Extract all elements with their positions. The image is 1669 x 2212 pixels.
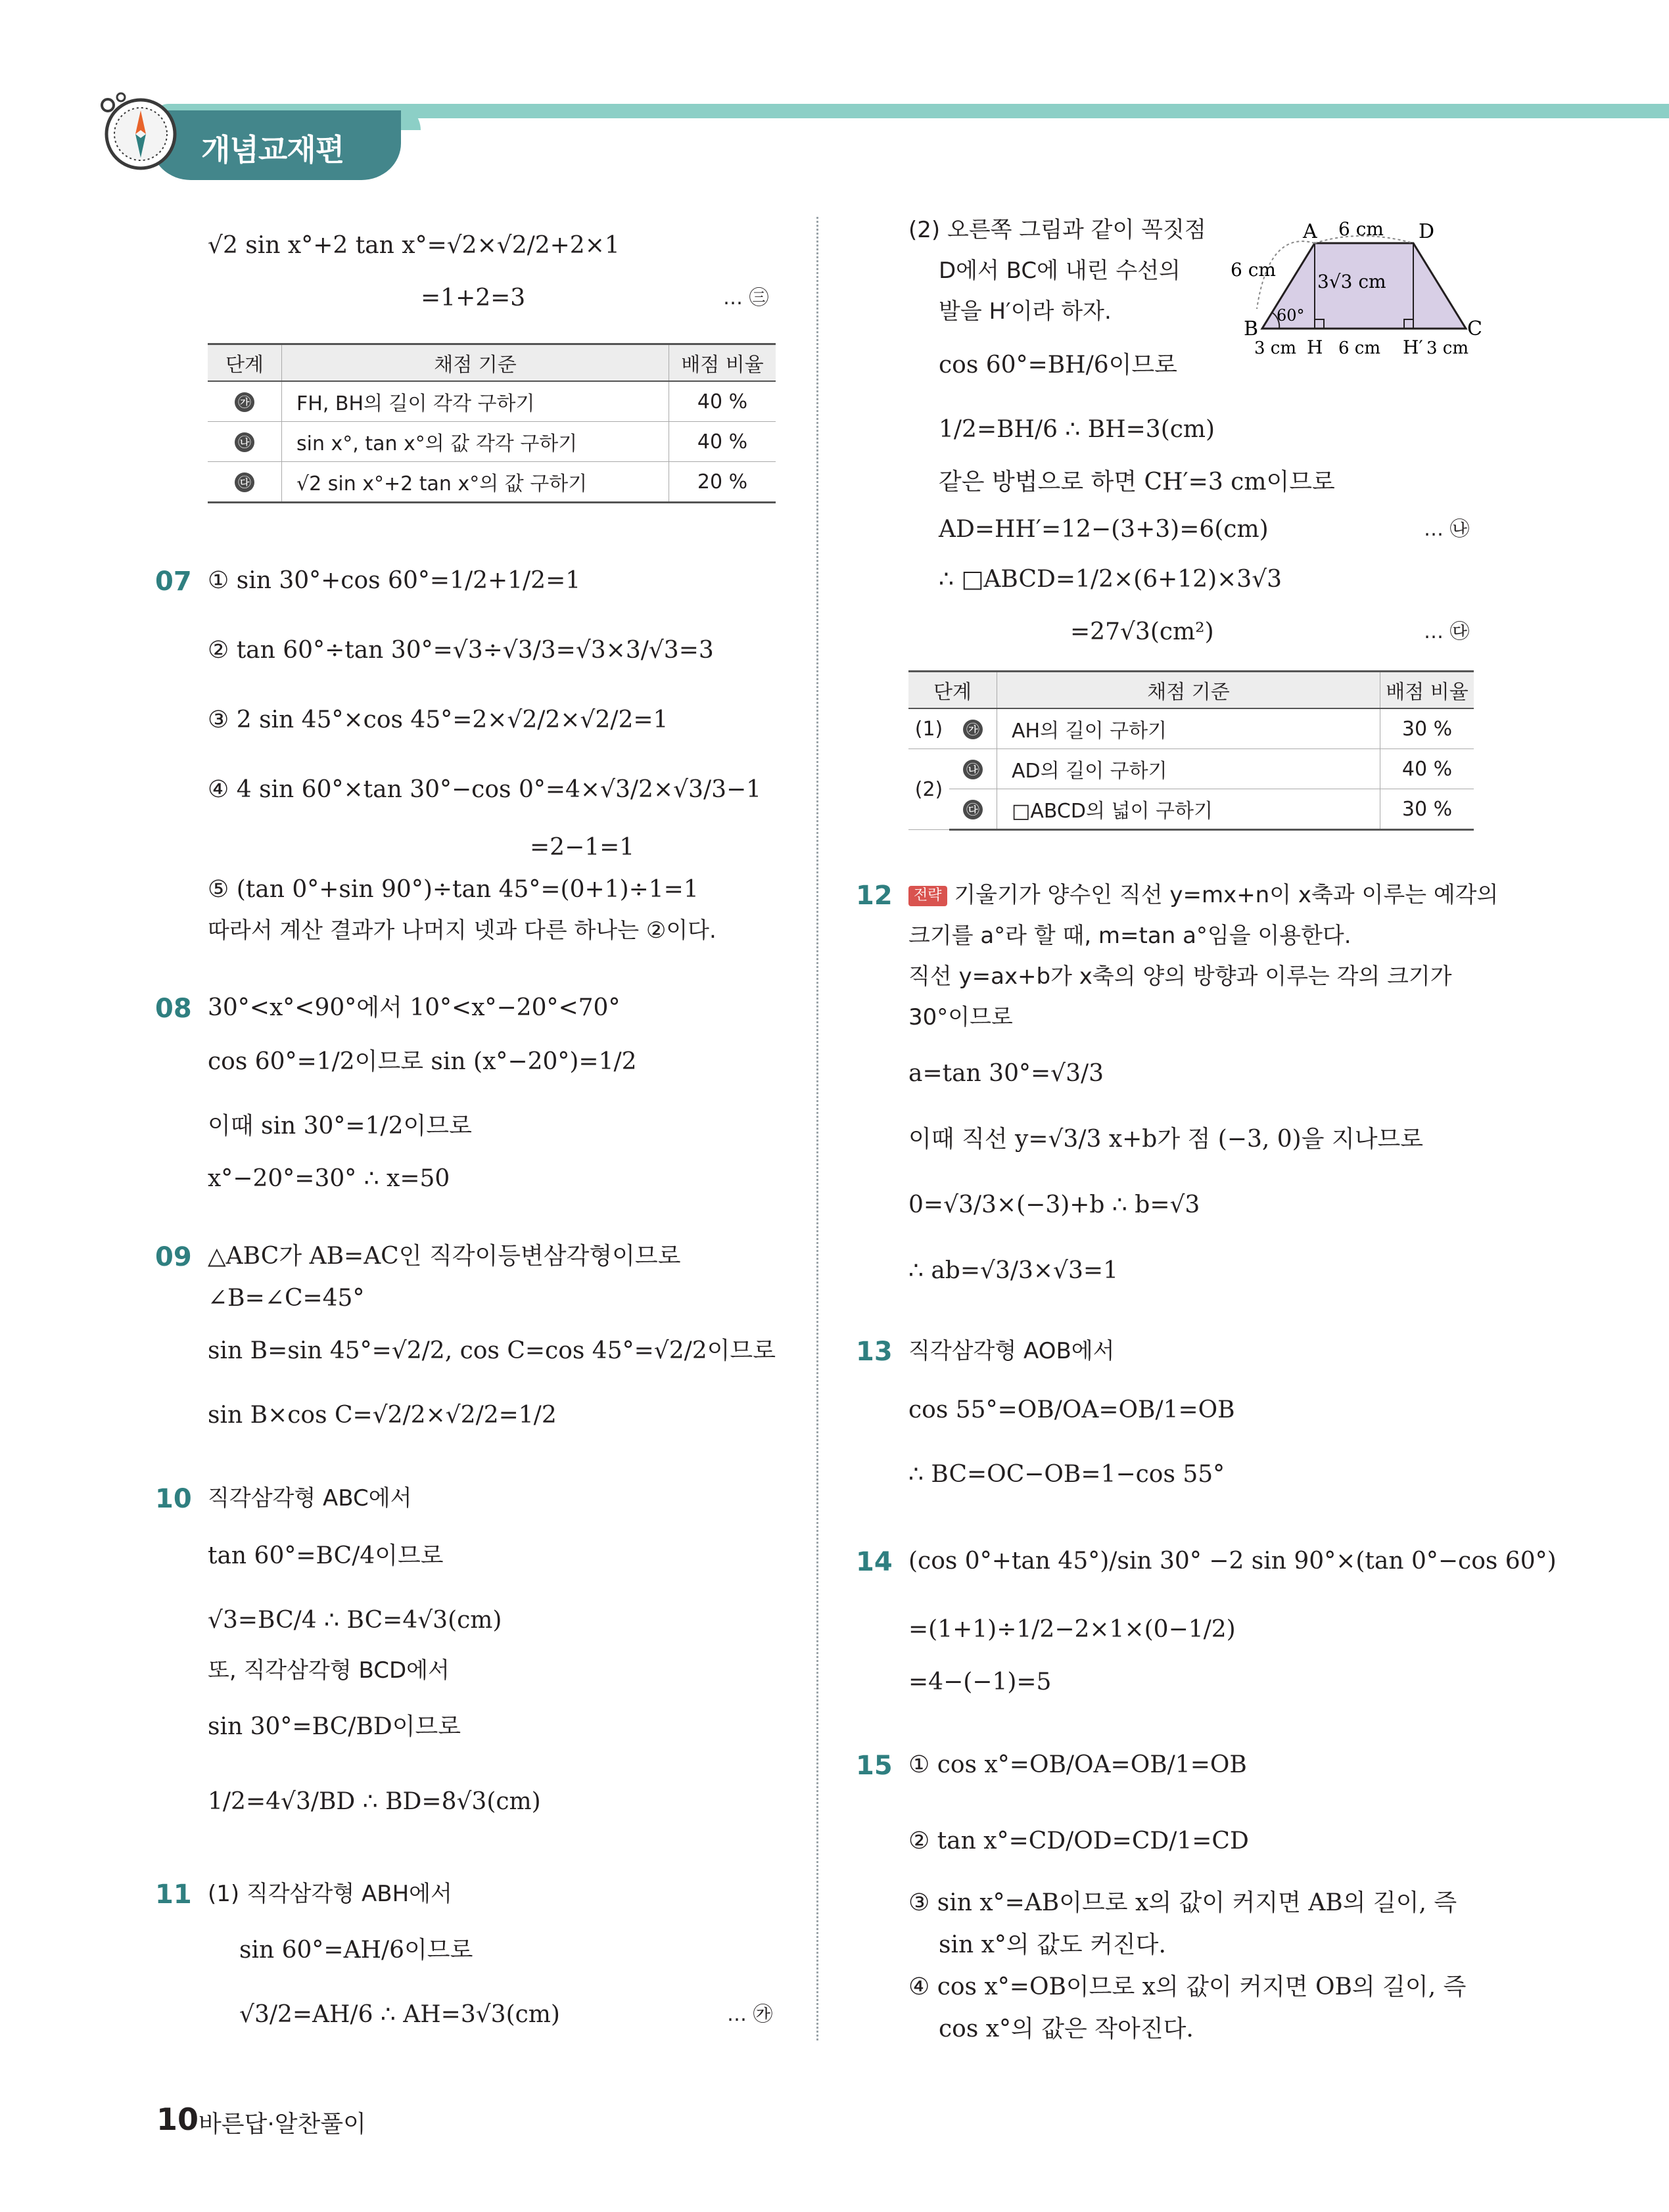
line: △ABC가 AB=AC인 직각이등변삼각형이므로 [208,1243,681,1270]
line: =1+2=3 [421,285,526,311]
line: sin 60°=AH/6이므로 [239,1937,473,1964]
problem-number: 11 [155,1879,192,1910]
line: √3=BC/4 ∴ BC=4√3(cm) [208,1607,502,1634]
line: ① sin 30°+cos 60°=1/2+1/2=1 [208,567,581,594]
line: AD=HH′=12−(3+3)=6(cm) [939,516,1269,543]
table-cell: AD의 길이 구하기 [997,749,1380,789]
line-text: 기울기가 양수인 직선 y=mx+n이 x축과 이루는 예각의 [954,882,1499,908]
table-cell: 40 % [669,422,776,462]
vertex-label: D [1419,220,1435,243]
length-label: 3√3 cm [1317,271,1386,292]
line: ② tan x°=CD/OD=CD/1=CD [908,1828,1249,1855]
problem-number: 15 [856,1751,893,1781]
table-cell: 30 % [1380,708,1474,749]
table-header: 배점 비율 [1380,672,1474,709]
length-label: 3 cm [1426,338,1469,358]
table-header: 채점 기준 [997,672,1380,709]
problem-number: 08 [155,994,192,1024]
angle-label: 60° [1277,306,1305,325]
table-cell: sin x°, tan x°의 값 각각 구하기 [282,422,669,462]
line: =4−(−1)=5 [908,1669,1052,1695]
table-cell: (2) [908,749,949,830]
table-row [208,462,776,503]
line [908,882,1498,909]
table-header: 채점 기준 [282,344,669,382]
trapezoid-figure [1229,210,1492,368]
line: 이때 직선 y=√3/3 x+b가 점 (−3, 0)을 지나므로 [908,1126,1424,1153]
step-badge: ㉮ [235,392,254,412]
table-row [908,749,1474,789]
step-badge: ㉯ [963,760,983,779]
line: ∴ □ABCD=1/2×(6+12)×3√3 [939,566,1282,593]
line: ∴ ab=√3/3×√3=1 [908,1257,1118,1284]
line: D에서 BC에 내린 수선의 [939,258,1181,284]
step-badge: ㉰ [235,472,254,492]
line: 직각삼각형 ABC에서 [208,1485,412,1511]
table-cell: 40 % [669,381,776,422]
header-band [388,104,1669,118]
length-label: 6 cm [1231,259,1276,281]
line: 따라서 계산 결과가 나머지 넷과 다른 하나는 ②이다. [208,917,717,944]
column-divider [816,217,818,2040]
vertex-label: A [1303,220,1317,243]
line: =2−1=1 [530,834,635,861]
problem-number: 14 [856,1547,893,1577]
line: x°−20°=30° ∴ x=50 [208,1165,450,1192]
score-table-1 [208,343,776,503]
footer-label: 바른답·알찬풀이 [199,2111,366,2138]
line: 0=√3/3×(−3)+b ∴ b=√3 [908,1191,1200,1218]
line: =(1+1)÷1/2−2×1×(0−1/2) [908,1616,1236,1643]
line: 크기를 a°라 할 때, m=tan a°임을 이용한다. [908,923,1352,949]
score-table-2 [908,670,1474,831]
line: ⑤ (tan 0°+sin 90°)÷tan 45°=(0+1)÷1=1 [208,876,699,903]
table-header: 배점 비율 [669,344,776,382]
line: ③ 2 sin 45°×cos 45°=2×√2/2×√2/2=1 [208,706,669,733]
line: √2 sin x°+2 tan x°=√2×√2/2+2×1 [208,232,620,259]
problem-number: 09 [155,1242,192,1272]
line: (1) 직각삼각형 ABH에서 [208,1881,452,1907]
line: sin 30°=BC/BD이므로 [208,1713,461,1740]
line: 또, 직각삼각형 BCD에서 [208,1657,450,1684]
length-label: 6 cm [1338,218,1384,240]
line: ① cos x°=OB/OA=OB/1=OB [908,1751,1247,1778]
line: ④ cos x°=OB이므로 x의 값이 커지면 OB의 길이, 즉 [908,1973,1467,2000]
table-row [208,422,776,462]
line: 발을 H′이라 하자. [939,298,1112,325]
line: 30°<x°<90°에서 10°<x°−20°<70° [208,994,621,1021]
line: (cos 0°+tan 45°)/sin 30° −2 sin 90°×(tan 0°−cos 60°) [908,1548,1557,1575]
length-label: 3 cm [1254,338,1297,358]
problem-number: 10 [155,1484,192,1514]
line: cos 60°=1/2이므로 sin (x°−20°)=1/2 [208,1048,637,1075]
step-mark: … ㊂ [723,287,769,310]
header-title: 개념교재편 [201,132,344,168]
step-badge: ㉮ [963,720,983,739]
problem-number: 12 [856,881,893,911]
line: =27√3(cm²) [1070,618,1214,645]
problem-number: 07 [155,566,192,597]
line: ④ 4 sin 60°×tan 30°−cos 0°=4×√3/2×√3/3−1 [208,776,762,803]
table-row [208,381,776,422]
problem-number: 13 [856,1337,893,1367]
step-mark: … ㉯ [1424,518,1470,541]
length-label: 6 cm [1338,338,1381,358]
step-badge: ㉯ [235,432,254,452]
line: a=tan 30°=√3/3 [908,1060,1104,1087]
line: 이때 sin 30°=1/2이므로 [208,1113,472,1140]
line: ∠B=∠C=45° [208,1285,365,1312]
table-cell: FH, BH의 길이 각각 구하기 [282,381,669,422]
line: cos 55°=OB/OA=OB/1=OB [908,1396,1235,1423]
line: (2) 오른쪽 그림과 같이 꼭짓점 [908,217,1206,243]
table-cell: 40 % [1380,749,1474,789]
strategy-badge: 전략 [908,886,947,906]
vertex-label: B [1244,317,1259,340]
table-cell: 20 % [669,462,776,503]
step-mark: … ㉮ [727,2003,773,2026]
table-header: 단계 [208,344,282,382]
line: 같은 방법으로 하면 CH′=3 cm이므로 [939,469,1335,495]
vertex-label: H [1307,336,1323,358]
table-cell: □ABCD의 넓이 구하기 [997,789,1380,830]
line: sin B×cos C=√2/2×√2/2=1/2 [208,1402,557,1429]
table-cell: √2 sin x°+2 tan x°의 값 구하기 [282,462,669,503]
line: 1/2=4√3/BD ∴ BD=8√3(cm) [208,1788,541,1815]
line: √3/2=AH/6 ∴ AH=3√3(cm) [239,2001,560,2028]
table-cell: AH의 길이 구하기 [997,708,1380,749]
line: cos 60°=BH/6이므로 [939,352,1177,379]
line: sin B=sin 45°=√2/2, cos C=cos 45°=√2/2이므로 [208,1337,776,1364]
line: 30°이므로 [908,1004,1013,1030]
line: sin x°의 값도 커진다. [939,1931,1166,1958]
line: ∴ BC=OC−OB=1−cos 55° [908,1461,1225,1488]
page-number: 10 [156,2102,199,2137]
line: 직선 y=ax+b가 x축의 양의 방향과 이루는 각의 크기가 [908,963,1452,990]
line: 1/2=BH/6 ∴ BH=3(cm) [939,416,1215,443]
table-row [908,789,1474,830]
compass-clock-icon [99,91,184,176]
vertex-label: H′ [1403,336,1423,358]
table-row [908,708,1474,749]
step-badge: ㉰ [963,800,983,819]
line: cos x°의 값은 작아진다. [939,2016,1194,2042]
table-header: 단계 [908,672,997,709]
step-mark: … ㉰ [1424,620,1470,643]
line: ② tan 60°÷tan 30°=√3÷√3/3=√3×3/√3=3 [208,637,714,664]
table-cell: 30 % [1380,789,1474,830]
line: ③ sin x°=AB이므로 x의 값이 커지면 AB의 길이, 즉 [908,1889,1457,1916]
line: tan 60°=BC/4이므로 [208,1542,444,1569]
line: 직각삼각형 AOB에서 [908,1338,1115,1364]
table-cell: (1) [908,708,949,749]
vertex-label: C [1467,317,1482,340]
